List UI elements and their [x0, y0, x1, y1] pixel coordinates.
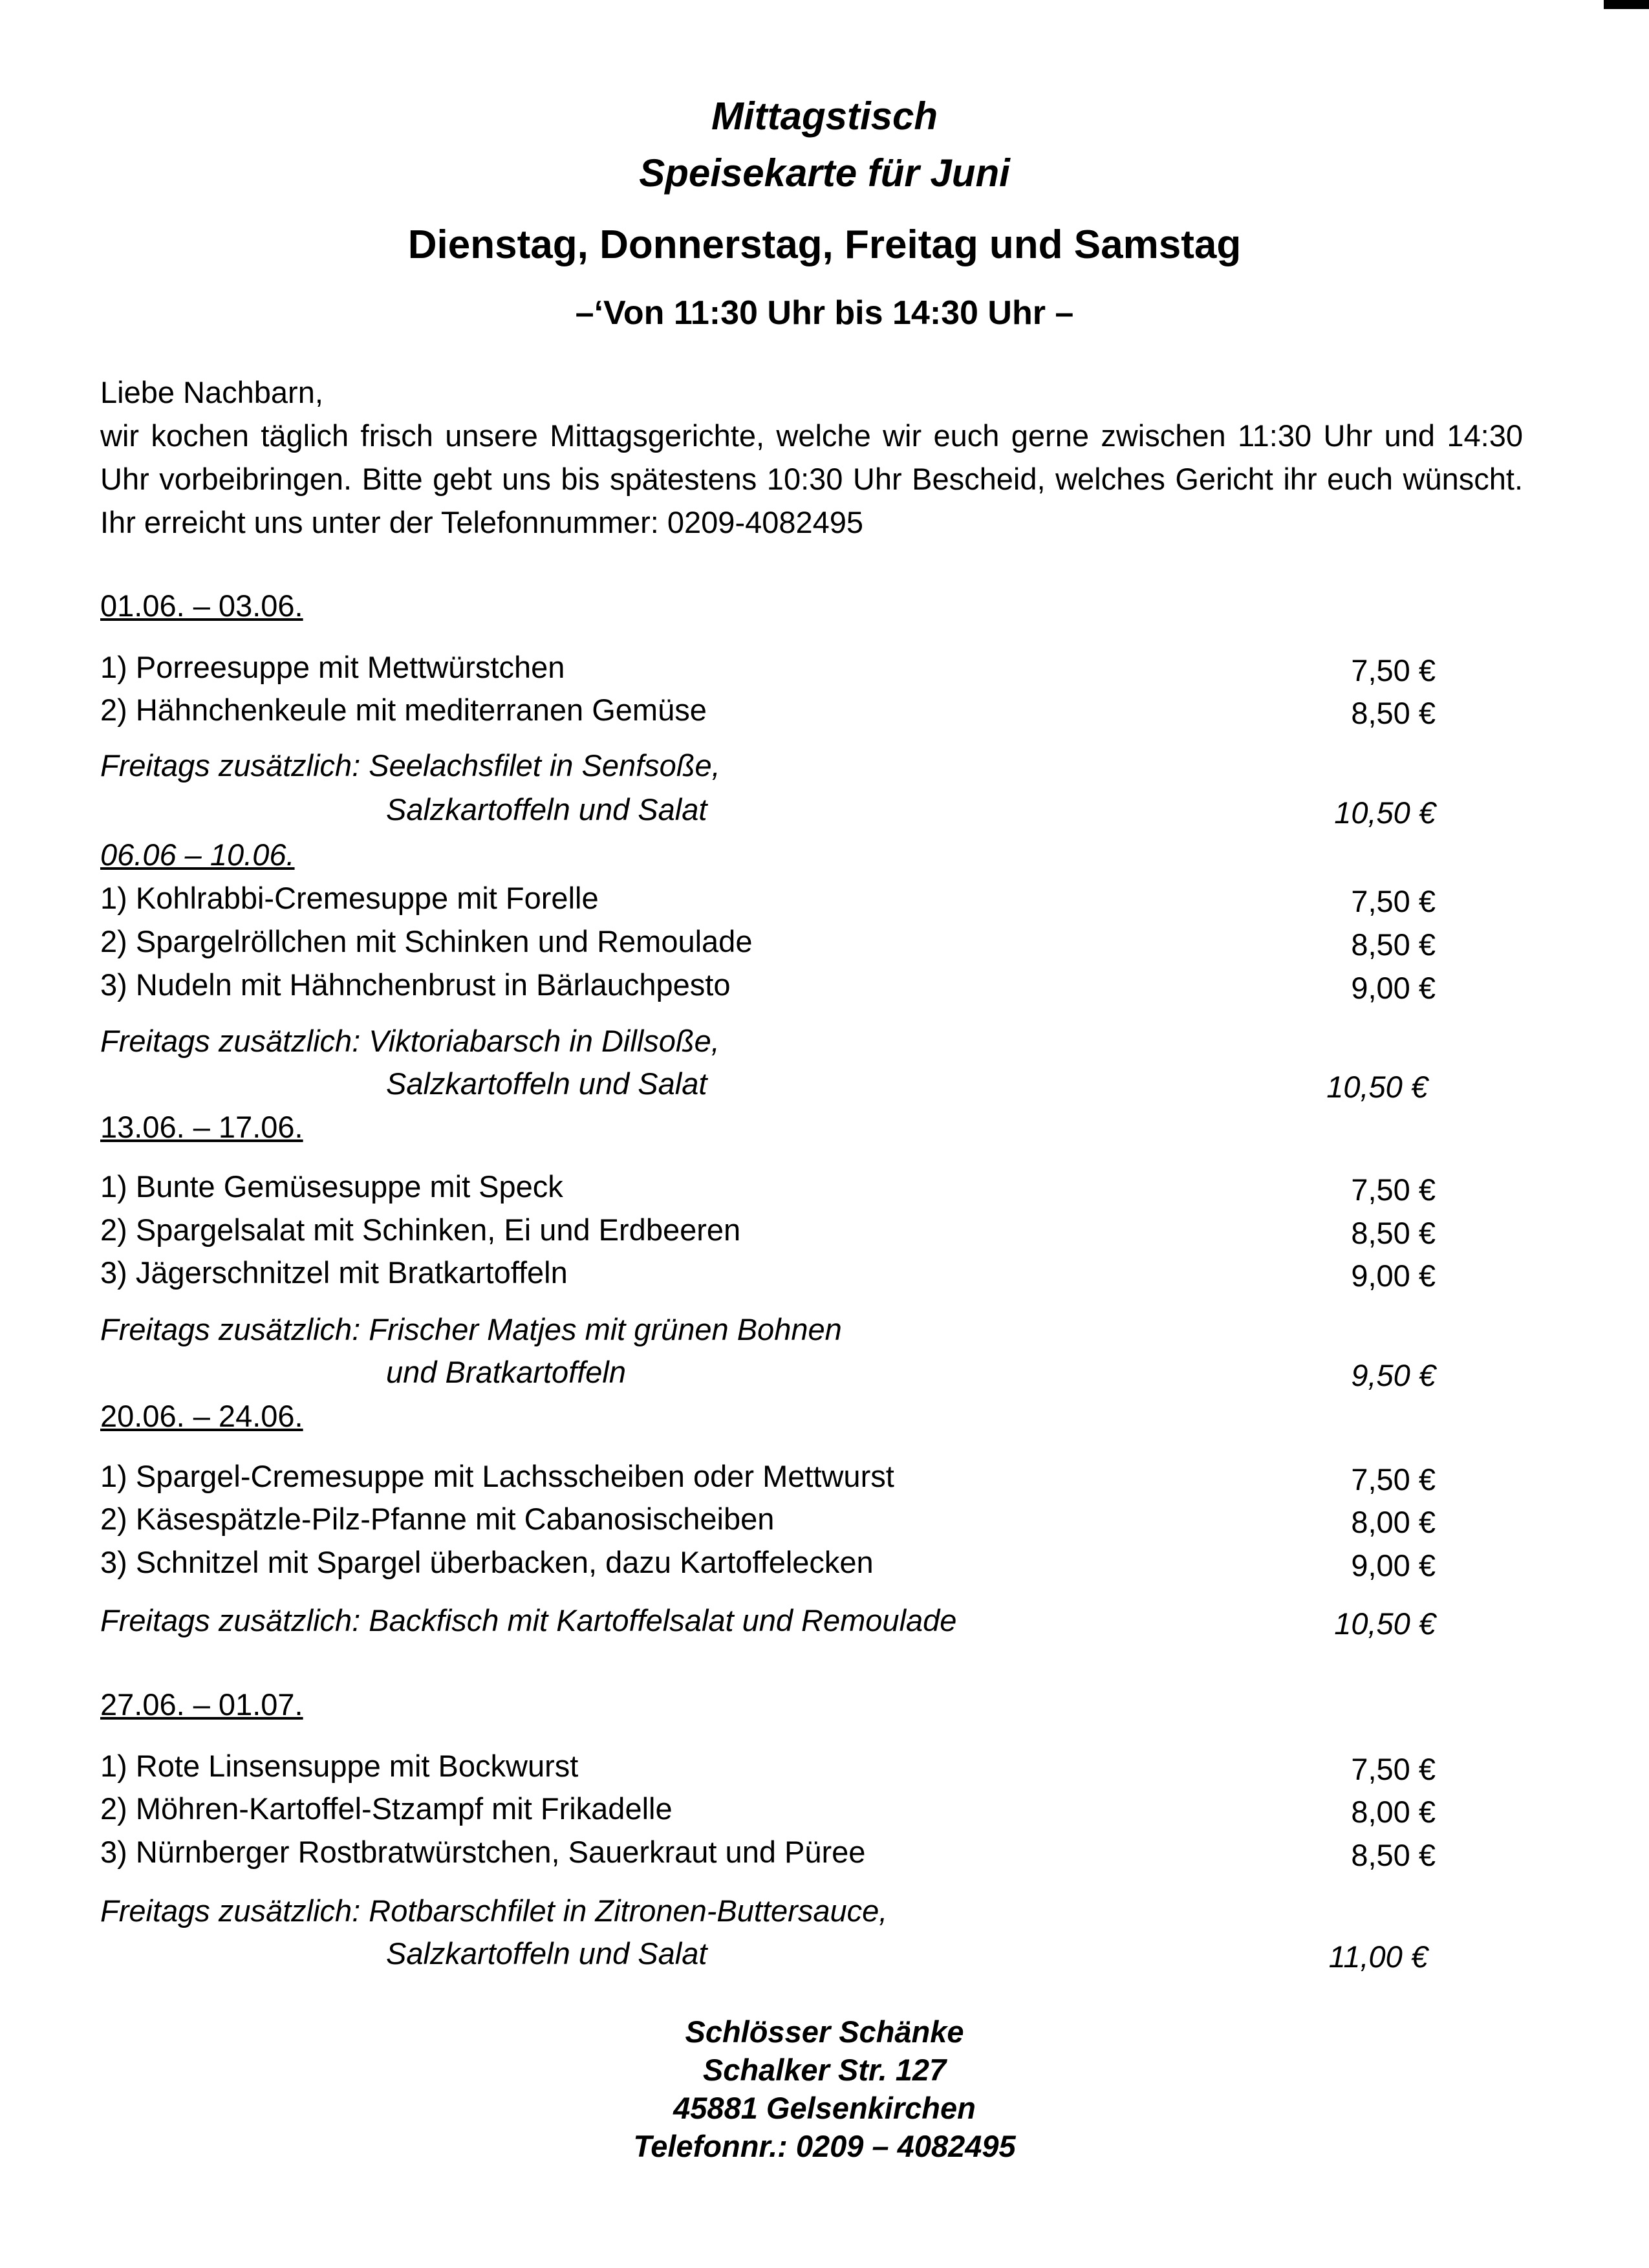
friday-special: Freitags zusätzlich: Rotbarschfilet in Zitronen-Buttersauce, — [100, 1894, 888, 1928]
menu-item-price: 8,00 € — [1351, 1505, 1436, 1539]
menu-item: 1) Spargel-Cremesuppe mit Lachsscheiben oder Mettwurst — [100, 1459, 894, 1493]
friday-special: Freitags zusätzlich: Backfisch mit Kartoffelsalat und Remoulade — [100, 1603, 957, 1637]
menu-item: 2) Käsespätzle-Pilz-Pfanne mit Cabanosischeiben — [100, 1502, 775, 1536]
menu-item: 3) Schnitzel mit Spargel überbacken, dazu Kartoffelecken — [100, 1545, 874, 1579]
restaurant-street: Schalker Str. 127 — [702, 2053, 947, 2087]
menu-subtitle: Speisekarte für Juni — [639, 151, 1010, 195]
week-date: 27.06. – 01.07. — [100, 1687, 303, 1722]
menu-item: 3) Nudeln mit Hähnchenbrust in Bärlauchpesto — [100, 967, 731, 1002]
menu-item-price: 8,50 € — [1351, 1216, 1436, 1250]
restaurant-phone: Telefonnr.: 0209 – 4082495 — [633, 2129, 1016, 2163]
week-date: 13.06. – 17.06. — [100, 1110, 303, 1144]
menu-item: 1) Rote Linsensuppe mit Bockwurst — [100, 1749, 579, 1783]
menu-item-price: 8,50 € — [1351, 1838, 1436, 1872]
menu-item: 1) Kohlrabbi-Cremesuppe mit Forelle — [100, 881, 599, 915]
week-date: 01.06. – 03.06. — [100, 589, 303, 623]
menu-item-price: 8,50 € — [1351, 927, 1436, 962]
menu-item: 1) Bunte Gemüsesuppe mit Speck — [100, 1169, 563, 1204]
week-date: 06.06 – 10.06. — [100, 837, 295, 872]
friday-special-sides: Salzkartoffeln und Salat — [386, 792, 707, 826]
restaurant-name: Schlösser Schänke — [685, 2014, 964, 2049]
menu-item: 3) Jägerschnitzel mit Bratkartoffeln — [100, 1255, 568, 1290]
friday-special: Freitags zusätzlich: Frischer Matjes mit grünen Bohnen — [100, 1312, 842, 1346]
menu-item: 3) Nürnberger Rostbratwürstchen, Sauerkraut und Püree — [100, 1835, 866, 1869]
menu-item-price: 9,00 € — [1351, 1258, 1436, 1293]
serving-days: Dienstag, Donnerstag, Freitag und Samstag — [407, 222, 1242, 267]
menu-item: 2) Spargelsalat mit Schinken, Ei und Erdbeeren — [100, 1213, 741, 1247]
menu-item-price: 7,50 € — [1351, 653, 1436, 687]
menu-item-price: 7,50 € — [1351, 1752, 1436, 1786]
menu-item-price: 7,50 € — [1351, 1462, 1436, 1496]
friday-special: Freitags zusätzlich: Viktoriabarsch in Dillsoße, — [100, 1024, 720, 1058]
menu-item-price: 7,50 € — [1351, 1172, 1436, 1207]
friday-special-price: 11,00 € — [1328, 1939, 1428, 1974]
restaurant-city: 45881 Gelsenkirchen — [673, 2091, 976, 2125]
menu-item: 1) Porreesuppe mit Mettwürstchen — [100, 650, 565, 684]
intro-text — [100, 371, 1523, 544]
menu-item-price: 9,00 € — [1351, 971, 1436, 1005]
menu-item-price: 7,50 € — [1351, 884, 1436, 918]
friday-special-sides: Salzkartoffeln und Salat — [386, 1066, 707, 1101]
serving-hours: –‘Von 11:30 Uhr bis 14:30 Uhr – — [575, 294, 1074, 332]
friday-special-sides: Salzkartoffeln und Salat — [386, 1936, 707, 1971]
menu-item: 2) Hähnchenkeule mit mediterranen Gemüse — [100, 693, 707, 727]
menu-item-price: 9,00 € — [1351, 1548, 1436, 1582]
scan-corner-mark — [1604, 0, 1649, 9]
friday-special-price: 10,50 € — [1334, 1606, 1436, 1641]
friday-special-price: 10,50 € — [1334, 795, 1436, 830]
week-date: 20.06. – 24.06. — [100, 1399, 303, 1433]
menu-item-price: 8,50 € — [1351, 696, 1436, 730]
intro-greeting: Liebe Nachbarn, — [100, 375, 323, 409]
menu-item: 2) Möhren-Kartoffel-Stzampf mit Frikadelle — [100, 1791, 673, 1826]
friday-special: Freitags zusätzlich: Seelachsfilet in Senfsoße, — [100, 748, 720, 783]
menu-title: Mittagstisch — [711, 94, 938, 138]
menu-item: 2) Spargelröllchen mit Schinken und Remoulade — [100, 924, 753, 958]
intro-body: wir kochen täglich frisch unsere Mittagsgerichte, welche wir euch gerne zwischen 11:30 Uhr und 14:30 Uhr vorbeibringen. Bitte gebt uns bis spätestens 10:30 Uhr Bescheid, welches Gericht ihr euch wünscht. Ihr erreicht uns unter der Telefonnummer: 0209-4082495 — [100, 418, 1523, 539]
menu-item-price: 8,00 € — [1351, 1795, 1436, 1829]
friday-special-sides: und Bratkartoffeln — [386, 1355, 626, 1389]
friday-special-price: 10,50 € — [1326, 1070, 1428, 1104]
friday-special-price: 9,50 € — [1351, 1358, 1436, 1392]
